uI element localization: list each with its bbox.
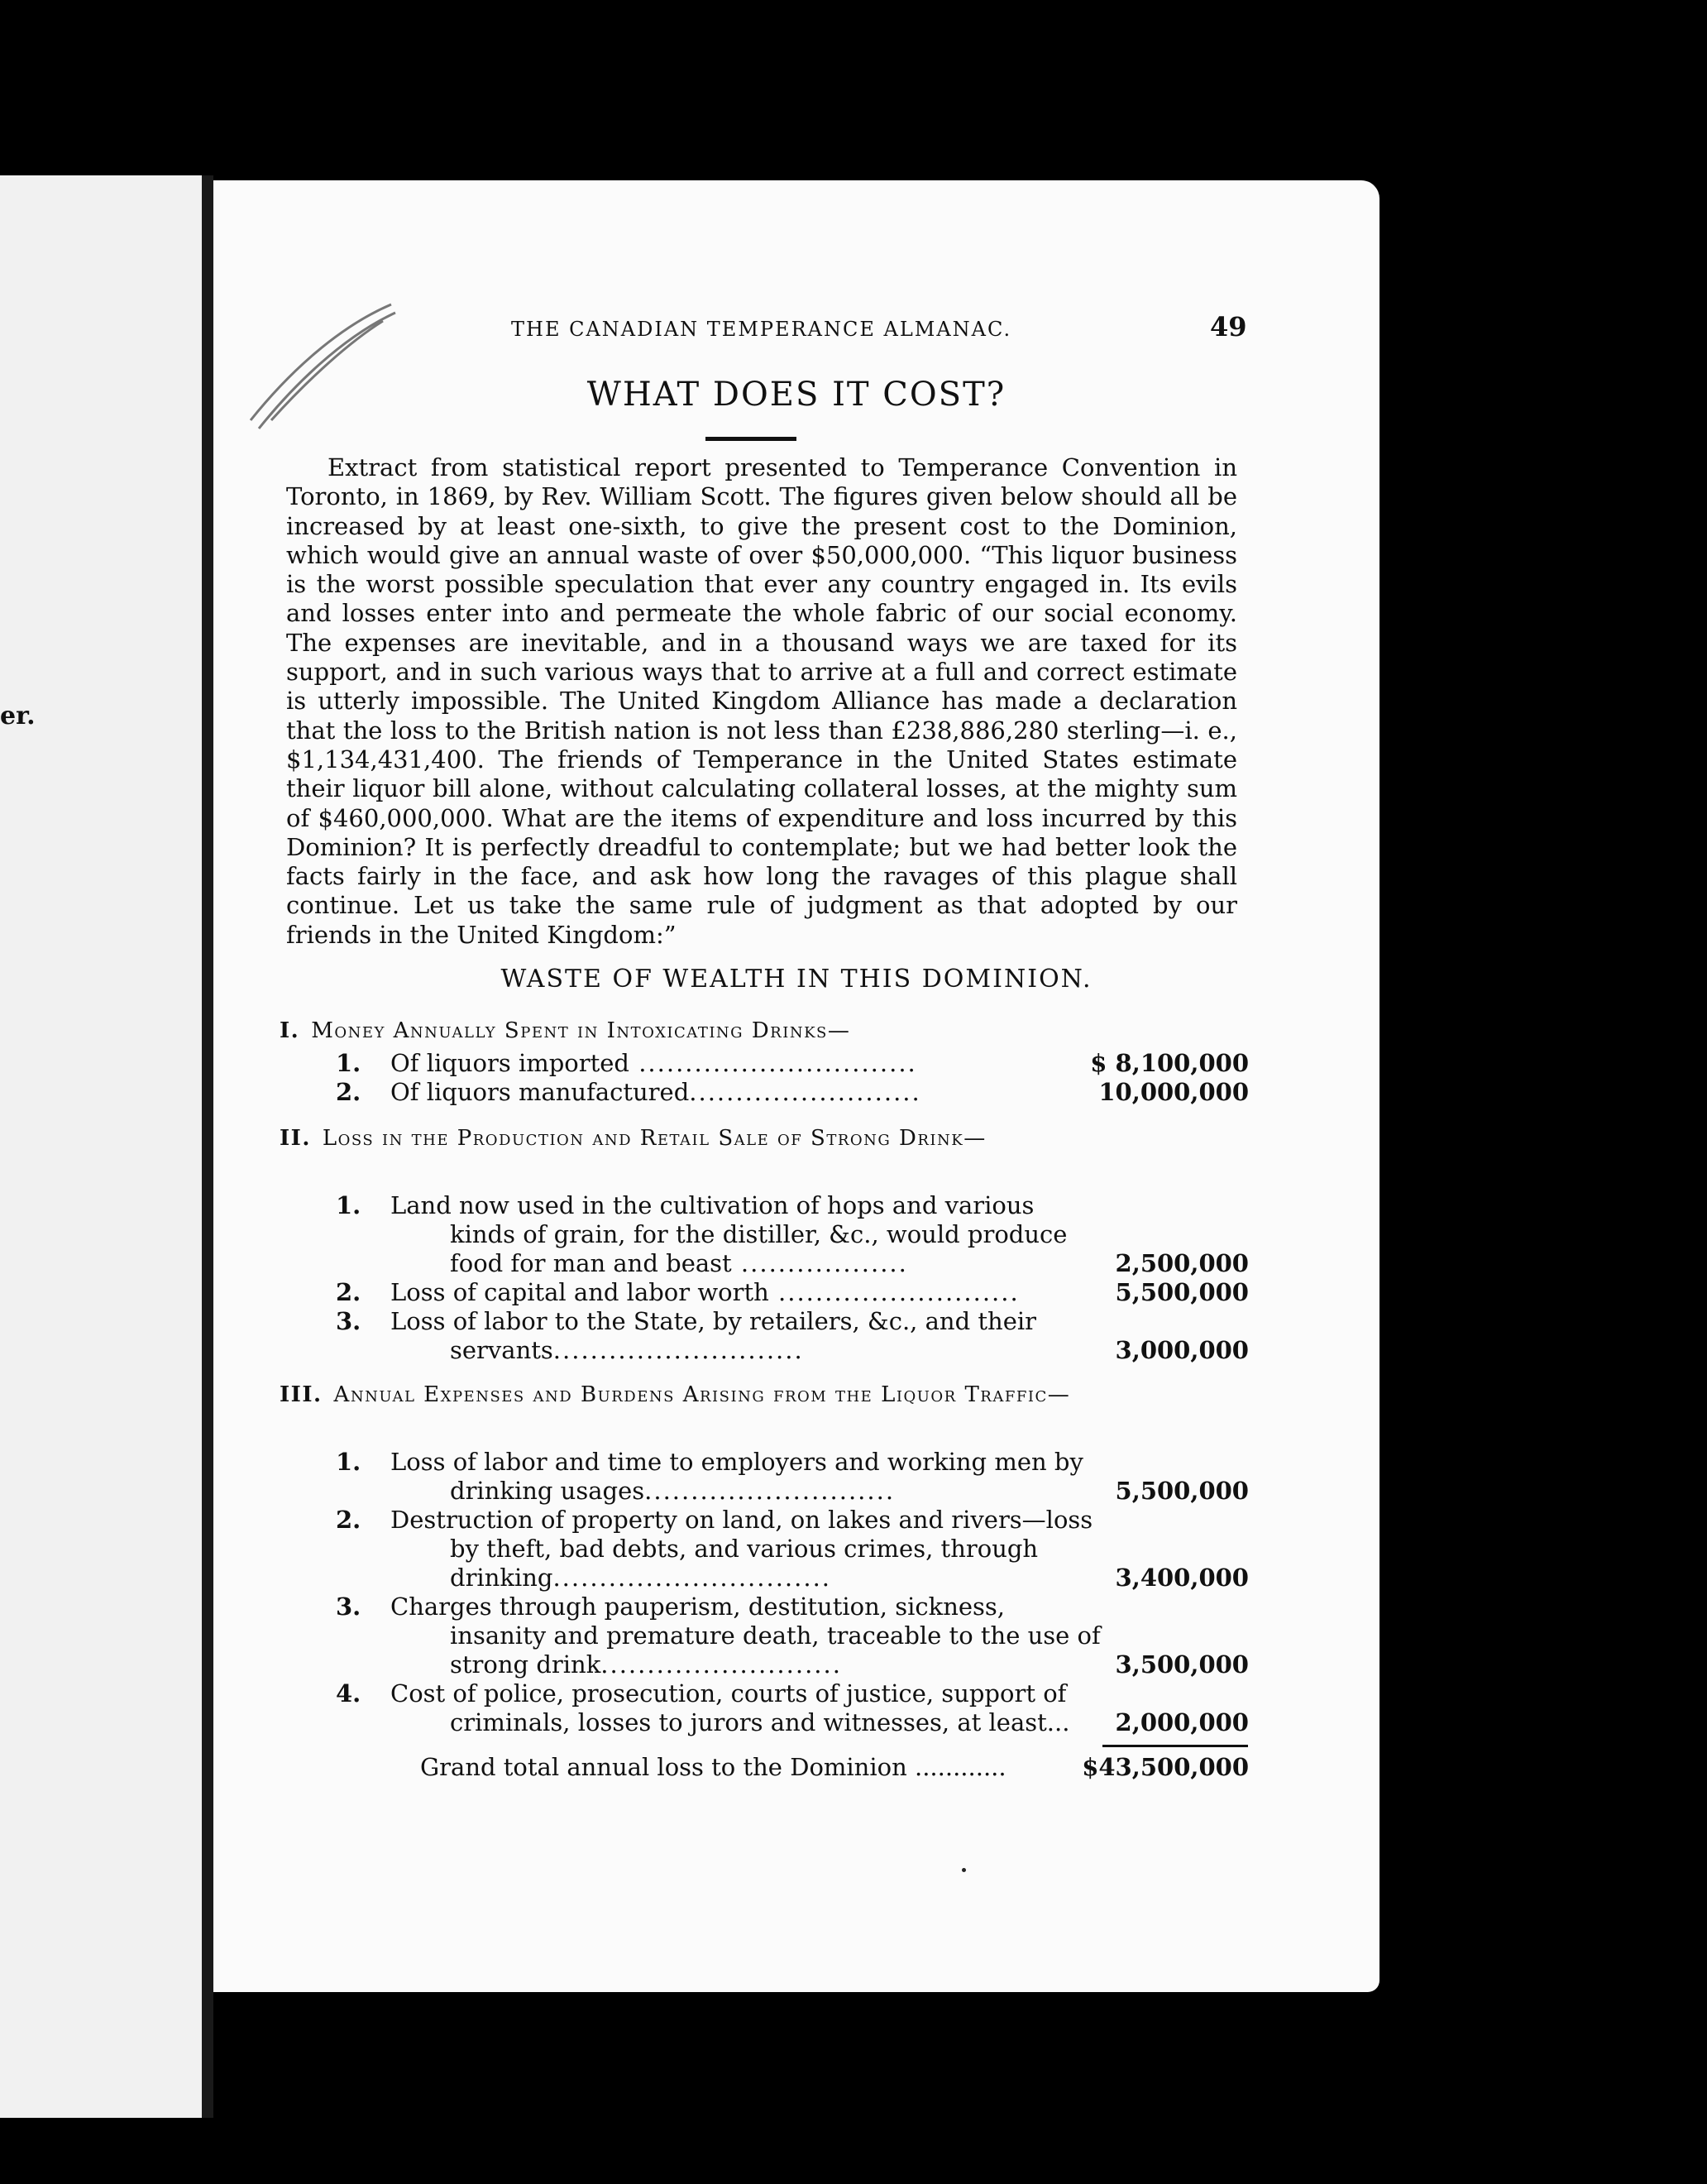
item-text: Charges through pauperism, destitution, sickness, insanity and premature death, traceable to the use of strong drink (390, 1592, 1101, 1679)
item-number: 1. (336, 1448, 361, 1476)
item-amount: 2,500,000 (1115, 1249, 1249, 1277)
section-numeral: III. (280, 1382, 323, 1407)
item-text: Of liquors manufactured (390, 1078, 690, 1106)
page-gutter (202, 175, 213, 2118)
running-head: THE CANADIAN TEMPERANCE ALMANAC. (511, 318, 1012, 341)
grand-total-label (420, 1752, 1007, 1782)
table-heading: WASTE OF WEALTH IN THIS DOMINION. (500, 965, 1093, 994)
dot-leader: ............ (906, 1753, 1007, 1781)
list-item (336, 1278, 1249, 1307)
item-number: 1. (336, 1049, 361, 1077)
pencil-mark (234, 296, 399, 437)
item-text: Destruction of property on land, on lakes and rivers—loss by theft, bad debts, and various crimes, through drinking (390, 1506, 1093, 1592)
item-number: 3. (336, 1307, 361, 1335)
section-title: Money Annually Spent in Intoxicating Drinks— (311, 1018, 851, 1043)
section-title: Annual Expenses and Burdens Arising from the Liquor Traffic— (333, 1382, 1071, 1407)
title-rule (705, 437, 796, 441)
dot-leader: ......................... (689, 1078, 921, 1106)
dot-leader: .............................. (629, 1049, 917, 1077)
list-item (336, 1078, 1249, 1107)
dot-leader: ........................... (552, 1336, 804, 1364)
item-amount: 5,500,000 (1115, 1278, 1249, 1306)
facing-page-text-fragment: er. (0, 702, 36, 730)
list-item (336, 1679, 1249, 1737)
section-title: Loss in the Production and Retail Sale of Strong Drink— (322, 1126, 987, 1151)
item-amount: 3,000,000 (1115, 1336, 1249, 1364)
item-text: Loss of labor and time to employers and working men by drinking usages (390, 1448, 1083, 1505)
item-number: 3. (336, 1592, 361, 1621)
item-text: Of liquors imported (390, 1049, 629, 1077)
paper-speck (962, 1868, 966, 1872)
grand-total-label-text: Grand total annual loss to the Dominion (420, 1753, 907, 1781)
item-number: 4. (336, 1679, 361, 1707)
item-number: 1. (336, 1191, 361, 1219)
page-number: 49 (1210, 311, 1247, 342)
grand-total-amount: $43,500,000 (1082, 1753, 1249, 1781)
total-rule (1102, 1745, 1248, 1747)
item-amount: 2,000,000 (1115, 1708, 1249, 1736)
list-item (336, 1506, 1249, 1592)
section-heading-ii (280, 1123, 1166, 1153)
book-page (213, 180, 1379, 1992)
item-text: Loss of labor to the State, by retailers, &c., and their servants (390, 1307, 1037, 1364)
item-amount: 3,500,000 (1115, 1650, 1249, 1679)
list-item (336, 1448, 1249, 1506)
section-numeral: I. (280, 1018, 300, 1043)
dot-leader: ........................... (644, 1477, 896, 1505)
facing-page (0, 175, 213, 2118)
item-text: Cost of police, prosecution, courts of justice, support of criminals, losses to jurors and witnesses, at least... (390, 1679, 1070, 1736)
section-numeral: II. (280, 1126, 311, 1151)
item-amount: 3,400,000 (1115, 1564, 1249, 1592)
dot-leader: .............................. (552, 1564, 832, 1592)
item-amount: 5,500,000 (1115, 1477, 1249, 1505)
list-item (336, 1049, 1249, 1078)
item-number: 2. (336, 1506, 361, 1534)
dot-leader: .................. (731, 1249, 908, 1277)
article-title: WHAT DOES IT COST? (586, 376, 1007, 414)
section-heading-i (280, 1016, 850, 1046)
dot-leader: .......................... (768, 1278, 1020, 1306)
item-number: 2. (336, 1278, 361, 1306)
intro-paragraph: Extract from statistical report presented to Temperance Convention in Toronto, in 1869, by Rev. William Scott. The figures given below should all be increased by at least one-sixth, to give the present cost to the Dominion, which would give an annual waste of over $50,000,000. “This liquor business is the worst possible speculation that ever any country engaged in. Its evils and losses enter into and permeate the whole fabric of our social economy. The expenses are inevitable, and in a thousand ways we are taxed for its support, and in such various ways that to arrive at a full and correct estimate is utterly impossible. The United Kingdom Alliance has made a declaration that the loss to the British nation is not less than £238,886,280 sterling—i. e., $1,134,431,400. The friends of Temperance in the United States estimate their liquor bill alone, without calculating collateral losses, at the mighty sum of $460,000,000. What are the items of expenditure and loss incurred by this Dominion? It is perfectly dreadful to contemplate; but we had better look the facts fairly in the face, and ask how long the ravages of this plague shall continue. Let us take the same rule of judgment as that adopted by our friends in the United Kingdom:” (286, 453, 1237, 949)
list-item (336, 1592, 1249, 1679)
item-text: Loss of capital and labor worth (390, 1278, 769, 1306)
dot-leader: .......................... (600, 1650, 842, 1679)
list-item (336, 1191, 1249, 1278)
item-text: Land now used in the cultivation of hops and various kinds of grain, for the distiller, &c., would produce food for man and beast (390, 1191, 1068, 1277)
item-number: 2. (336, 1078, 361, 1106)
item-amount: 10,000,000 (1098, 1078, 1249, 1106)
list-item (336, 1307, 1249, 1365)
section-heading-iii (280, 1380, 1173, 1410)
item-amount: $ 8,100,000 (1090, 1049, 1249, 1077)
